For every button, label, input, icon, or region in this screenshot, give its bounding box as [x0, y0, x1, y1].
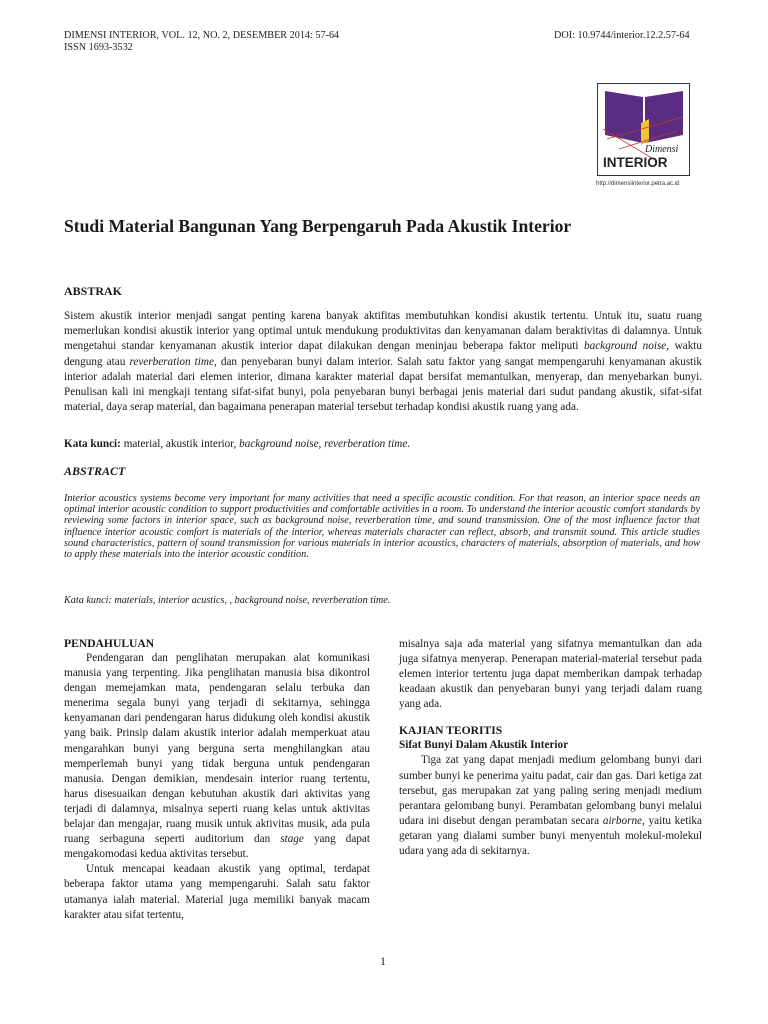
logo-script-text: Dimensi — [645, 144, 679, 155]
pendahuluan-paragraph-2: Untuk mencapai keadaan akustik yang optimal, terdapat beberapa faktor utama yang mempengaruhi. Salah satu faktor utamanya ialah material. Material juga memiliki banyak macam karakter atau sifat tertentu, — [64, 863, 370, 921]
abstrak-text: Sistem akustik interior menjadi sangat penting karena banyak aktifitas membutuhkan kondisi akustik tertentu. Untuk itu, suatu ruang memerlukan kondisi akustik interior yang optimal untuk mendukung produktivitas dan kenyamanan dalam beraktivitas di dalamnya. Untuk mengetahui standar kenyamanan akustik interior dapat dilakukan dengan meninjau beberapa faktor meliputi background noise, waktu dengung atau reverberation time, dan penyebaran bunyi dalam interior. Salah satu faktor yang sangat mempengaruhi kenyamanan akustik interior adalah material dari elemen interior, dimana karakter material dapat bersifat memantulkan, menyerap, dan menyebarkan bunyi. Penulisan kali ini mengkaji tentang sifat-sifat bunyi, pola penyebaran bunyi berbagai jenis material dari sudut pandang akustik, sifat-sifat material, daya serap material, dan bagaimana penerapan material tersebut terhadap kondisi akustik ruang yang ada. — [64, 310, 702, 414]
right-column-paragraph-1: misalnya saja ada material yang sifatnya memantulkan dan ada juga sifatnya menyerap. Penerapan material-material tersebut pada elemen interior tertentu juga dapat memberikan dampak terhadap keadaan akustik dan penyebaran bunyi yang terjadi dalam ruang yang ada. — [399, 638, 702, 711]
doi: DOI: 10.9744/interior.12.2.57-64 — [554, 30, 690, 41]
abstract-keywords: Kata kunci: materials, interior acustics, , background noise, reverberation time. — [64, 595, 391, 606]
abstract-heading: ABSTRACT — [64, 464, 126, 478]
abstrak-heading: ABSTRAK — [64, 284, 123, 298]
page-number: 1 — [380, 954, 386, 968]
right-column — [399, 637, 702, 859]
pendahuluan-heading: PENDAHULUAN — [64, 637, 155, 650]
journal-citation: DIMENSI INTERIOR, VOL. 12, NO. 2, DESEMBER 2014: 57-64 — [64, 30, 340, 41]
article-title: Studi Material Bangunan Yang Berpengaruh Pada Akustik Interior — [64, 216, 572, 236]
abstrak-keywords: Kata kunci: material, akustik interior, background noise, reverberation time. — [64, 438, 411, 450]
journal-logo — [597, 83, 690, 176]
left-column — [64, 637, 370, 923]
issn: ISSN 1693-3532 — [64, 42, 133, 53]
kajian-heading: KAJIAN TEORITIS — [399, 724, 503, 738]
logo-name: INTERIOR — [603, 155, 668, 170]
pendahuluan-paragraph-1: Pendengaran dan penglihatan merupakan alat komunikasi manusia yang terpenting. Jika penglihatan manusia bisa dikontrol dengan memejamkan mata, pendengaran selalu terbuka dan menerima segala bunyi yang terjadi di sekitarnya, sehingga kenyamanan dari pendengaran harus didukung oleh kondisi akustik yang baik. Prinsip dalam akustik interior adalah memperkuat atau mengarahkan bunyi yang berguna serta menghilangkan atau memperlemah bunyi yang tidak berguna untuk pendengaran manusia. Dengan demikian, mendesain interior ruang tertentu, harus disesuaikan dengan kebutuhan akustik dari aktivitas yang terjadi di dalamnya, misalnya seperti ruang kelas untuk aktivitas belajar dan mengajar, ruang musik untuk aktivitas musik, ada pula ruang serbaguna seperti auditorium dan stage yang dapat mengakomodasi kedua aktivitas tersebut. — [64, 652, 370, 861]
abstract-text: Interior acoustics systems become very important for many activities that need a specific acoustic condition. For that reason, an interior space needs an optimal interior acoustic condition to support productivities and comfortable activities in a room. To understand the interior acoustic comfort standards by reviewing some factors in interior space, such as background noise, reverberation time, and sound transmission. One of the most influence factor that influence interior acoustic comfort is materials of the interior, whereas materials character can reflect, absorb, and transmit sound. This article studies sound characteristics, pattern of sound transmission for various materials in interior acoustics, characters of materials, absorption of materials, and how to apply these materials into the interior acoustic condition. — [64, 493, 700, 561]
journal-url[interactable]: http://dimensiinterior.petra.ac.id — [596, 181, 680, 187]
sifat-bunyi-paragraph: Tiga zat yang dapat menjadi medium gelombang bunyi dari sumber bunyi ke penerima yaitu padat, cair dan gas. Dari ketiga zat tersebut, gas merupakan zat yang paling sering menjadi medium perantara gelombang bunyi. Perambatan gelombang bunyi melalui udara ini disebut dengan perambatan secara airborne, yaitu ketika getaran yang dialami sumber bunyi menyentuh molekul-molekul udara yang ada di sekitarnya. — [399, 754, 702, 858]
sifat-bunyi-subheading: Sifat Bunyi Dalam Akustik Interior — [399, 739, 569, 752]
